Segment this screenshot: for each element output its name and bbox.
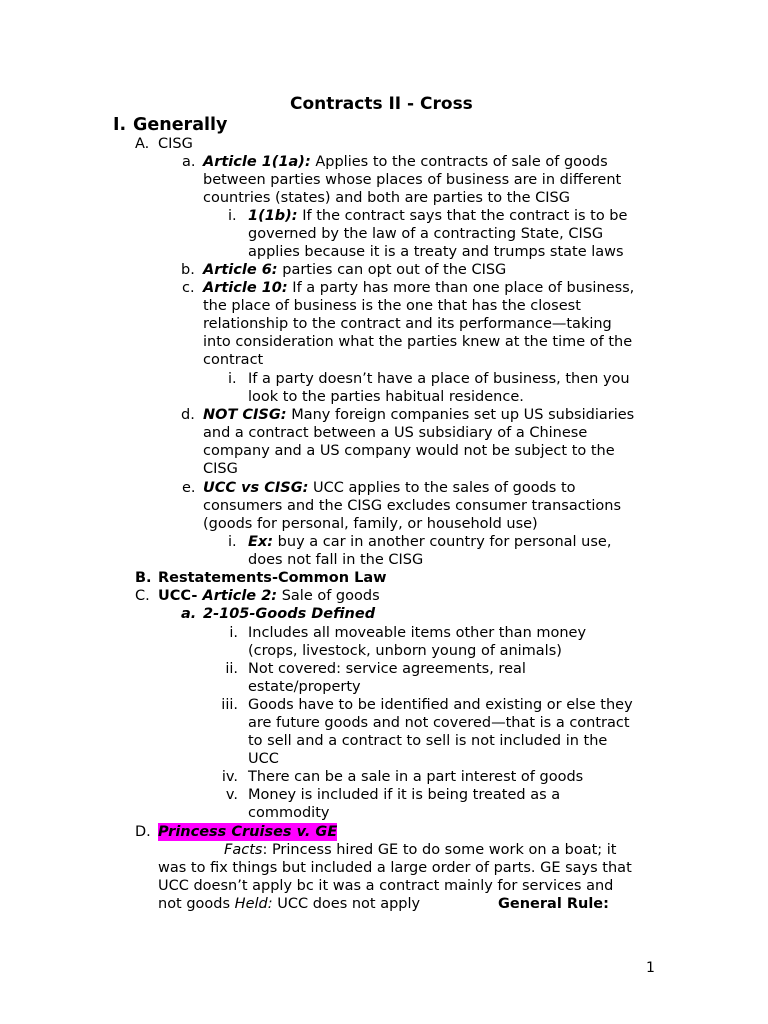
facts-text-2: was to fix things but included a large order of parts. GE says that bbox=[158, 860, 632, 876]
cisg-b-text bbox=[203, 261, 506, 279]
item-d-marker: D. bbox=[135, 824, 151, 840]
cisg-e-lead: UCC vs CISG: bbox=[203, 480, 309, 496]
cisg-e-text-3: (goods for personal, family, or household use) bbox=[203, 516, 538, 532]
item-a-marker: A. bbox=[135, 136, 150, 152]
cisg-e-text bbox=[203, 479, 576, 497]
cisg-c-marker: c. bbox=[182, 280, 195, 296]
cisg-e-i-text-1: buy a car in another country for personal use, bbox=[273, 534, 612, 550]
cisg-a-text-1: Applies to the contracts of sale of goods bbox=[310, 154, 608, 170]
cisg-a-text-2: between parties whose places of business are in different bbox=[203, 172, 622, 188]
cisg-c-text-4: into consideration what the parties knew at the time of the bbox=[203, 334, 633, 350]
facts-label: Facts bbox=[224, 842, 263, 858]
cisg-d-marker: d. bbox=[181, 407, 195, 423]
cisg-d-text-3: company and a US company would not be subject to the bbox=[203, 443, 615, 459]
cisg-c-i-text-2: look to the parties habitual residence. bbox=[248, 389, 524, 405]
facts-text-4a: not goods bbox=[158, 896, 235, 912]
cisg-a-i-text bbox=[248, 207, 627, 225]
cisg-a-i-text-3: applies because it is a treaty and trumps state laws bbox=[248, 244, 624, 260]
ucc-item-ii-text-1: Not covered: service agreements, real bbox=[248, 661, 526, 677]
case-name-highlight: Princess Cruises v. GE bbox=[158, 824, 338, 840]
held-text: UCC does not apply bbox=[272, 896, 421, 912]
cisg-e-i-text bbox=[248, 533, 611, 551]
general-rule-label: General Rule: bbox=[498, 896, 609, 912]
cisg-e-marker: e. bbox=[182, 480, 196, 496]
ucc-item-ii-marker: ii. bbox=[225, 661, 238, 677]
item-c-body: Sale of goods bbox=[277, 588, 380, 604]
cisg-a-text bbox=[203, 153, 608, 171]
cisg-a-i-text-2: governed by the law of a contracting State, CISG bbox=[248, 226, 604, 242]
cisg-e-text-2: consumers and the CISG excludes consumer transactions bbox=[203, 498, 622, 514]
cisg-c-text-3: relationship to the contract and its performance—taking bbox=[203, 316, 612, 332]
ucc-item-iii-text-2: are future goods and not covered—that is a contract bbox=[248, 715, 630, 731]
cisg-c-lead: Article 10: bbox=[203, 280, 288, 296]
ucc-item-i-marker: i. bbox=[229, 625, 238, 641]
ucc-item-i-text-1: Includes all moveable items other than money bbox=[248, 625, 587, 641]
cisg-d-text bbox=[203, 406, 634, 424]
cisg-c-text-2: the place of business is the one that has the closest bbox=[203, 298, 581, 314]
cisg-a-i-marker: i. bbox=[228, 208, 237, 224]
cisg-c-text-1: If a party has more than one place of business, bbox=[287, 280, 635, 296]
ucc-item-v-text-2: commodity bbox=[248, 805, 330, 821]
section-i-marker: I. bbox=[113, 115, 127, 135]
cisg-b-body: parties can opt out of the CISG bbox=[277, 262, 507, 278]
ucc-item-ii-text-2: estate/property bbox=[248, 679, 361, 695]
ucc-item-iv-text-1: There can be a sale in a part interest of goods bbox=[248, 769, 584, 785]
ucc-item-iii-marker: iii. bbox=[221, 697, 238, 713]
facts-text-1: : Princess hired GE to do some work on a boat; it bbox=[262, 842, 617, 858]
cisg-e-i-text-2: does not fall in the CISG bbox=[248, 552, 424, 568]
ucc-item-v-text-1: Money is included if it is being treated as a bbox=[248, 787, 561, 803]
cisg-c-text bbox=[203, 279, 634, 297]
ucc-item-iii-text-3: to sell and a contract to sell is not included in the bbox=[248, 733, 608, 749]
section-i-heading: Generally bbox=[133, 115, 228, 135]
ucc-a-label: 2-105-Goods Defined bbox=[203, 606, 376, 622]
item-c-text bbox=[158, 587, 380, 605]
cisg-d-lead: NOT CISG: bbox=[203, 407, 287, 423]
ucc-item-i-text-2: (crops, livestock, unborn young of animals) bbox=[248, 643, 562, 659]
ucc-item-iii-text-4: UCC bbox=[248, 751, 279, 767]
cisg-d-text-4: CISG bbox=[203, 461, 238, 477]
cisg-e-i-lead: Ex: bbox=[248, 534, 274, 550]
cisg-d-text-2: and a contract between a US subsidiary of a Chinese bbox=[203, 425, 588, 441]
facts-text-3: UCC doesn’t apply bc it was a contract mainly for services and bbox=[158, 878, 614, 894]
item-b-marker: B. bbox=[135, 570, 152, 586]
cisg-a-i-text-1: If the contract says that the contract is to be bbox=[297, 208, 628, 224]
ucc-a-marker: a. bbox=[181, 606, 197, 622]
item-b-label: Restatements-Common Law bbox=[158, 570, 387, 586]
ucc-item-v-marker: v. bbox=[225, 787, 238, 803]
cisg-a-marker: a. bbox=[182, 154, 196, 170]
cisg-b-marker: b. bbox=[181, 262, 195, 278]
case-facts-text bbox=[224, 841, 616, 859]
cisg-a-lead: Article 1(1a): bbox=[203, 154, 311, 170]
document-title: Contracts II - Cross bbox=[290, 94, 473, 114]
cisg-c-i-marker: i. bbox=[228, 371, 237, 387]
item-c-lead: Article 2: bbox=[202, 588, 278, 604]
cisg-e-text-1: UCC applies to the sales of goods to bbox=[308, 480, 576, 496]
item-c-label: UCC- bbox=[158, 588, 203, 604]
item-a-label: CISG bbox=[158, 136, 193, 152]
cisg-c-text-5: contract bbox=[203, 352, 264, 368]
item-c-marker: C. bbox=[135, 588, 150, 604]
cisg-a-i-lead: 1(1b): bbox=[248, 208, 298, 224]
cisg-b-lead: Article 6: bbox=[203, 262, 278, 278]
cisg-a-text-3: countries (states) and both are parties to the CISG bbox=[203, 190, 570, 206]
page-number: 1 bbox=[646, 960, 655, 976]
ucc-item-iv-marker: iv. bbox=[221, 769, 238, 785]
facts-text-4 bbox=[158, 895, 420, 913]
cisg-e-i-marker: i. bbox=[228, 534, 237, 550]
cisg-d-text-1: Many foreign companies set up US subsidiaries bbox=[286, 407, 635, 423]
ucc-item-iii-text-1: Goods have to be identified and existing or else they bbox=[248, 697, 633, 713]
cisg-c-i-text-1: If a party doesn’t have a place of business, then you bbox=[248, 371, 630, 387]
held-label: Held: bbox=[234, 896, 273, 912]
